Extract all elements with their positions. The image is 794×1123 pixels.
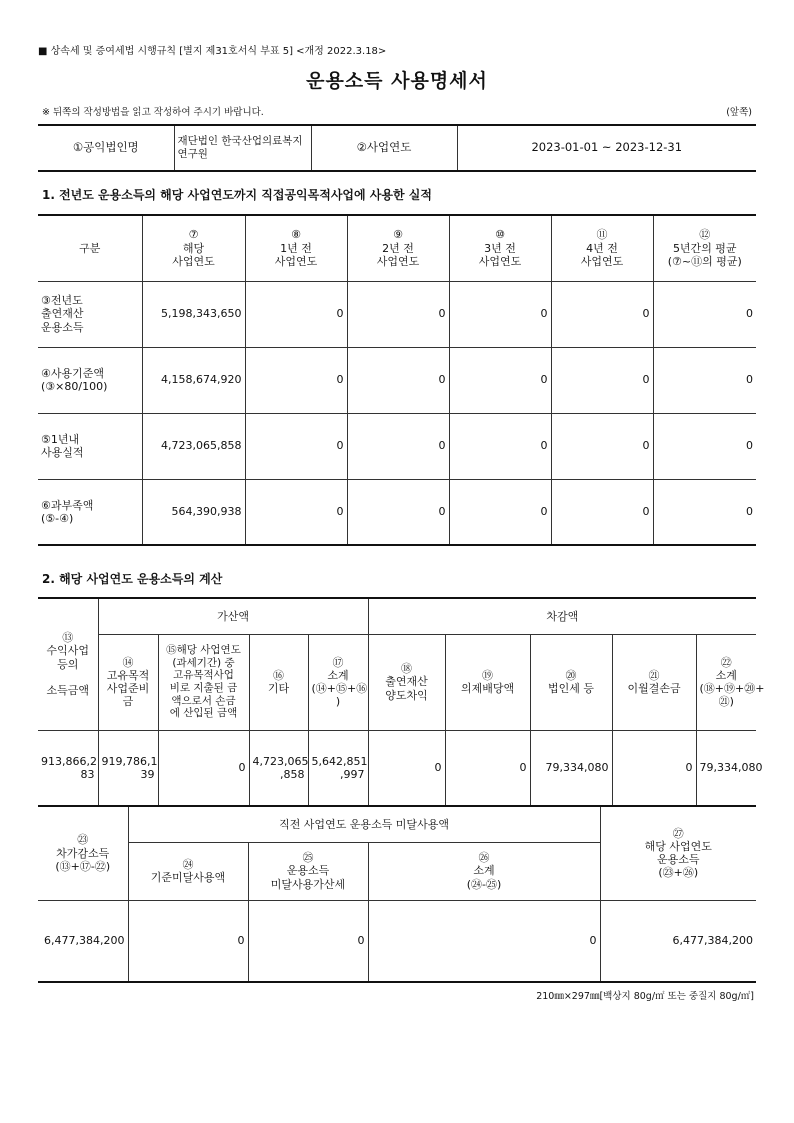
h13-income: ⑬ 수익사업 등의 소득금액 bbox=[38, 598, 98, 730]
h16-other: ⑯ 기타 bbox=[249, 634, 308, 730]
s1-header-1: ⑦ 해당 사업연도 bbox=[142, 215, 245, 281]
section2-title: 2. 해당 사업연도 운용소득의 계산 bbox=[42, 572, 223, 586]
h20-tax: ⑳ 법인세 등 bbox=[530, 634, 612, 730]
h21-loss: ㉑ 이월결손금 bbox=[612, 634, 696, 730]
instruction-note: ※ 뒤쪽의 작성방법을 읽고 작성하여 주시기 바랍니다. bbox=[42, 107, 264, 118]
h23-net-income: ㉓ 차가감소득 (⑬+⑰-㉒) bbox=[38, 806, 128, 900]
section1-title: 1. 전년도 운용소득의 해당 사업연도까지 직접공익목적사업에 사용한 실적 bbox=[42, 188, 432, 202]
page-title: 운용소득 사용명세서 bbox=[306, 70, 488, 92]
sub-header: 차감액 bbox=[368, 598, 756, 634]
section2-income-table bbox=[38, 597, 765, 807]
s1-cell: 4,723,065,858 bbox=[142, 413, 245, 479]
s1-header-2: ⑧ 1년 전 사업연도 bbox=[245, 215, 347, 281]
header-info-table bbox=[38, 124, 756, 172]
s1-cell: 0 bbox=[245, 347, 347, 413]
h19-dividend: ⑲ 의제배당액 bbox=[445, 634, 530, 730]
s1-header-4: ⑩ 3년 전 사업연도 bbox=[449, 215, 551, 281]
s1-cell: 0 bbox=[245, 479, 347, 545]
s1-cell: 0 bbox=[245, 281, 347, 347]
corp-name-label: ①공익법인명 bbox=[38, 125, 174, 171]
s2-value-cell: 919,786,1 39 bbox=[98, 730, 158, 806]
s1-header-6: ⑫ 5년간의 평균 (⑦~⑪의 평균) bbox=[653, 215, 756, 281]
s2-value-cell: 0 bbox=[158, 730, 249, 806]
s2b-value-cell: 0 bbox=[368, 900, 600, 982]
s1-cell: 0 bbox=[347, 347, 449, 413]
s2-value-cell: 79,334,080 bbox=[696, 730, 756, 806]
s2b-value-cell: 6,477,384,200 bbox=[38, 900, 128, 982]
s1-cell: 0 bbox=[449, 479, 551, 545]
s1-row-label: ④사용기준액 (③×80/100) bbox=[38, 347, 142, 413]
s1-cell: 0 bbox=[653, 413, 756, 479]
s1-cell: 0 bbox=[449, 413, 551, 479]
s1-cell: 0 bbox=[347, 479, 449, 545]
s1-header-5: ⑪ 4년 전 사업연도 bbox=[551, 215, 653, 281]
s1-row-label: ⑥과부족액 (⑤-④) bbox=[38, 479, 142, 545]
h26-subtotal: ㉖ 소계 (㉔-㉕) bbox=[368, 842, 600, 900]
h25-penalty: ㉕ 운용소득 미달사용가산세 bbox=[248, 842, 368, 900]
h24-shortfall: ㉔ 기준미달사용액 bbox=[128, 842, 248, 900]
corp-name-value: 재단법인 한국산업의료복지연구원 bbox=[174, 125, 311, 171]
s1-cell: 0 bbox=[653, 347, 756, 413]
s1-row-label: ⑤1년내 사용실적 bbox=[38, 413, 142, 479]
s1-cell: 0 bbox=[347, 281, 449, 347]
s2b-value-cell: 0 bbox=[248, 900, 368, 982]
s2-value-cell: 913,866,2 83 bbox=[38, 730, 98, 806]
h27-income: ㉗ 해당 사업연도 운용소득 (㉓+㉖) bbox=[600, 806, 756, 900]
s1-cell: 4,158,674,920 bbox=[142, 347, 245, 413]
s2-value-cell: 4,723,065 ,858 bbox=[249, 730, 308, 806]
s1-cell: 0 bbox=[653, 479, 756, 545]
s1-cell: 0 bbox=[449, 281, 551, 347]
section2-result-table bbox=[38, 805, 756, 983]
s1-cell: 0 bbox=[551, 479, 653, 545]
s1-cell: 0 bbox=[551, 347, 653, 413]
s1-cell: 0 bbox=[347, 413, 449, 479]
s1-header-0: 구분 bbox=[38, 215, 142, 281]
s1-cell: 0 bbox=[551, 413, 653, 479]
s2-value-cell: 79,334,080 bbox=[530, 730, 612, 806]
add-header: 가산액 bbox=[98, 598, 368, 634]
s2-value-cell: 0 bbox=[368, 730, 445, 806]
fiscal-year-label: ②사업연도 bbox=[311, 125, 457, 171]
page-side-label: (앞쪽) bbox=[726, 107, 752, 118]
s1-cell: 0 bbox=[449, 347, 551, 413]
section1-table bbox=[38, 214, 756, 546]
h22-subtotal: ㉒ 소계 (⑱+⑲+⑳+ ㉑) bbox=[696, 634, 756, 730]
s2b-value-cell: 0 bbox=[128, 900, 248, 982]
s1-cell: 0 bbox=[245, 413, 347, 479]
s1-row-label: ③전년도 출연재산 운용소득 bbox=[38, 281, 142, 347]
s1-cell: 564,390,938 bbox=[142, 479, 245, 545]
h18-gain: ⑱ 출연재산 양도차익 bbox=[368, 634, 445, 730]
fiscal-year-value: 2023-01-01 ~ 2023-12-31 bbox=[457, 125, 756, 171]
unused-header: 직전 사업연도 운용소득 미달사용액 bbox=[128, 806, 600, 842]
s2b-value-cell: 6,477,384,200 bbox=[600, 900, 756, 982]
h15-expense: ⑮해당 사업연도 (과세기간) 중 고유목적사업 비로 지출된 금 액으로서 손금 에 산입된 금액 bbox=[158, 634, 249, 730]
paper-spec: 210㎜×297㎜[백상지 80g/㎡ 또는 중질지 80g/㎡] bbox=[536, 991, 754, 1002]
s1-header-3: ⑨ 2년 전 사업연도 bbox=[347, 215, 449, 281]
s2-value-cell: 0 bbox=[445, 730, 530, 806]
h14-reserve: ⑭ 고유목적 사업준비 금 bbox=[98, 634, 158, 730]
s2-value-cell: 0 bbox=[612, 730, 696, 806]
s2-value-cell: 5,642,851 ,997 bbox=[308, 730, 368, 806]
h17-subtotal: ⑰ 소계 (⑭+⑮+⑯ ) bbox=[308, 634, 368, 730]
s1-cell: 0 bbox=[653, 281, 756, 347]
form-id: ■ 상속세 및 증여세법 시행규칙 [별지 제31호서식 부표 5] <개정 2022.3.18> bbox=[38, 46, 387, 57]
s1-cell: 5,198,343,650 bbox=[142, 281, 245, 347]
s1-cell: 0 bbox=[551, 281, 653, 347]
